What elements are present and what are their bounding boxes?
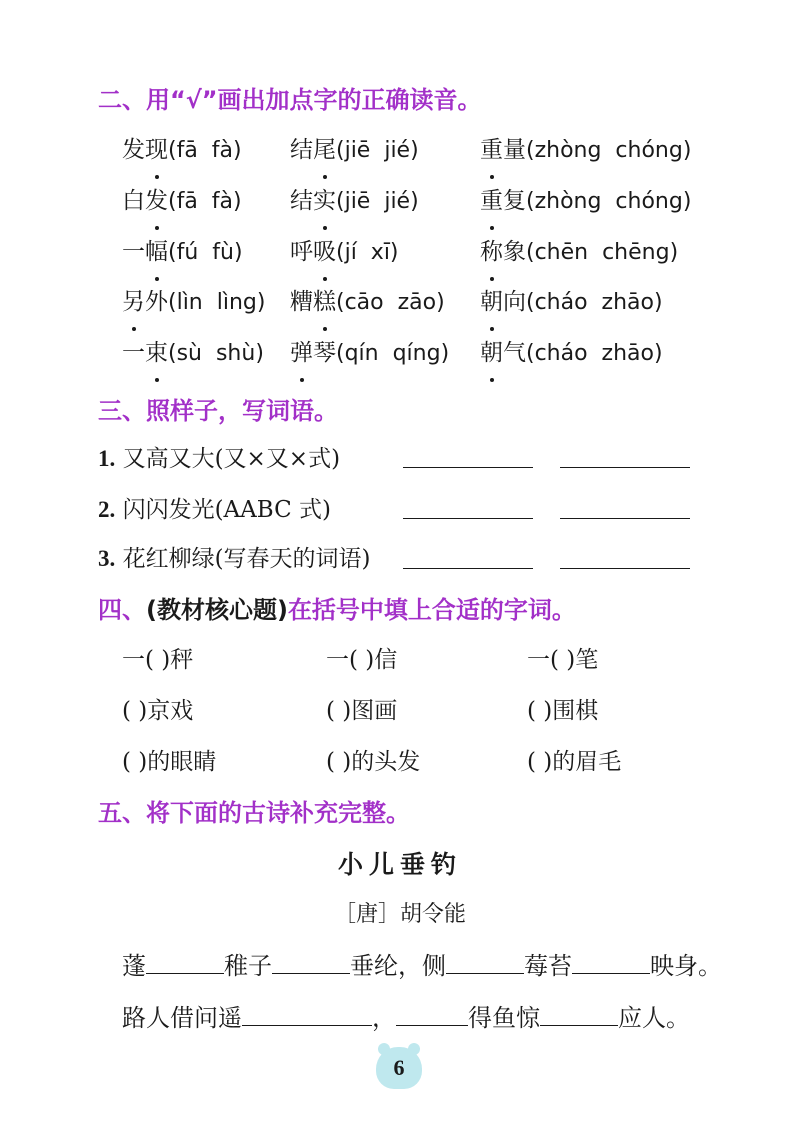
heading-prefix: 四、	[98, 596, 146, 624]
poem-title: 小儿垂钓	[337, 850, 462, 879]
emphasis-dot	[490, 327, 494, 331]
pinyin-options[interactable]: (fā fà)	[168, 189, 242, 214]
pinyin-item	[122, 236, 243, 269]
fill-item: 一( )笔	[527, 647, 599, 673]
word-item-2	[98, 491, 331, 524]
pinyin-word: 结实	[290, 188, 336, 214]
heading-tag: (教材核心题)	[146, 596, 288, 624]
emphasis-dot	[155, 277, 159, 281]
emphasis-dot	[155, 378, 159, 382]
item-text: 花红柳绿(写春天的词语)	[122, 546, 371, 572]
pinyin-word: 朝气	[480, 340, 526, 366]
poem-segment: 莓苔	[524, 952, 572, 980]
fill-item: ( )的眉毛	[527, 749, 622, 775]
emphasis-dot	[300, 378, 304, 382]
item-number: 2.	[98, 497, 116, 522]
emphasis-dot	[155, 175, 159, 179]
item-text: 闪闪发光(AABC 式)	[122, 497, 331, 523]
poem-blank[interactable]	[446, 951, 524, 974]
pinyin-options[interactable]: (fú fù)	[168, 240, 243, 265]
pinyin-item	[480, 236, 678, 269]
emphasis-dot	[490, 378, 494, 382]
pinyin-options[interactable]: (cháo zhāo)	[526, 341, 663, 366]
pinyin-options[interactable]: (zhòng chóng)	[526, 189, 692, 214]
pinyin-item	[290, 185, 419, 218]
pinyin-word: 一幅	[122, 239, 168, 265]
answer-blank[interactable]	[560, 467, 690, 468]
pinyin-item	[290, 337, 449, 370]
section-5-heading: 五、将下面的古诗补充完整。	[98, 799, 410, 827]
emphasis-dot	[323, 327, 327, 331]
poem-blank[interactable]	[146, 951, 224, 974]
poem-blank[interactable]	[242, 1003, 372, 1026]
section-3-heading: 三、照样子，写词语。	[98, 397, 338, 425]
pinyin-options[interactable]: (qín qíng)	[336, 341, 450, 366]
answer-blank[interactable]	[403, 518, 533, 519]
section-2-heading: 二、用“√”画出加点字的正确读音。	[98, 86, 482, 114]
heading-text: 在括号中填上合适的字词。	[287, 596, 576, 624]
poem-line-1	[122, 946, 722, 981]
pinyin-word: 弹琴	[290, 340, 336, 366]
page-number: 6	[393, 1055, 405, 1080]
fill-item: 一( )信	[326, 647, 398, 673]
answer-blank[interactable]	[403, 467, 533, 468]
pinyin-item	[290, 286, 445, 319]
emphasis-dot	[490, 175, 494, 179]
pinyin-item	[290, 236, 399, 269]
answer-blank[interactable]	[560, 518, 690, 519]
pinyin-word: 糟糕	[290, 289, 336, 315]
pinyin-item	[122, 134, 242, 167]
pinyin-options[interactable]: (fā fà)	[168, 138, 242, 163]
pinyin-item	[122, 286, 265, 319]
pinyin-options[interactable]: (cāo zāo)	[336, 290, 445, 315]
pinyin-word: 白发	[122, 188, 168, 214]
pinyin-item	[122, 337, 264, 370]
item-number: 1.	[98, 446, 116, 471]
emphasis-dot	[490, 277, 494, 281]
emphasis-dot	[155, 226, 159, 230]
pinyin-item	[480, 337, 663, 370]
item-text: 又高又大(又×又×式)	[122, 446, 341, 472]
page-number-badge	[376, 1047, 422, 1089]
pinyin-word: 一束	[122, 340, 168, 366]
poem-blank[interactable]	[272, 951, 350, 974]
pinyin-word: 另外	[122, 289, 168, 315]
poem-segment: 映身。	[650, 952, 722, 980]
pinyin-options[interactable]: (jiē jié)	[336, 189, 419, 214]
pinyin-item	[290, 134, 419, 167]
poem-segment: ，	[372, 1004, 396, 1032]
pinyin-options[interactable]: (jiē jié)	[336, 138, 419, 163]
pinyin-options[interactable]: (jí xī)	[336, 240, 399, 265]
pinyin-options[interactable]: (chēn chēng)	[526, 240, 679, 265]
pinyin-word: 结尾	[290, 137, 336, 163]
poem-segment: 得鱼惊	[468, 1004, 540, 1032]
emphasis-dot	[132, 327, 136, 331]
emphasis-dot	[323, 226, 327, 230]
pinyin-word: 重复	[480, 188, 526, 214]
fill-item: ( )图画	[326, 698, 398, 724]
word-item-1	[98, 440, 340, 473]
poem-line-2	[122, 998, 690, 1033]
poem-segment: 蓬	[122, 952, 146, 980]
poem-blank[interactable]	[396, 1003, 468, 1026]
emphasis-dot	[490, 226, 494, 230]
emphasis-dot	[323, 175, 327, 179]
fill-item: ( )的眼睛	[122, 749, 217, 775]
badge-ear-right	[408, 1043, 420, 1055]
answer-blank[interactable]	[560, 568, 690, 569]
pinyin-options[interactable]: (sù shù)	[168, 341, 264, 366]
section-4-heading	[98, 590, 576, 625]
pinyin-item	[122, 185, 242, 218]
fill-item: 一( )秤	[122, 647, 194, 673]
poem-segment: 路人借问遥	[122, 1004, 242, 1032]
answer-blank[interactable]	[403, 568, 533, 569]
pinyin-item	[480, 185, 691, 218]
pinyin-item	[480, 286, 663, 319]
pinyin-options[interactable]: (zhòng chóng)	[526, 138, 692, 163]
emphasis-dot	[323, 277, 327, 281]
fill-item: ( )围棋	[527, 698, 599, 724]
pinyin-word: 称象	[480, 239, 526, 265]
poem-blank[interactable]	[572, 951, 650, 974]
pinyin-word: 发现	[122, 137, 168, 163]
fill-item: ( )的头发	[326, 749, 421, 775]
word-item-3	[98, 540, 371, 573]
poem-segment: 垂纶，侧	[350, 952, 446, 980]
pinyin-word: 重量	[480, 137, 526, 163]
poem-blank[interactable]	[540, 1003, 618, 1026]
poem-segment: 稚子	[224, 952, 272, 980]
poem-author: ［唐］胡令能	[333, 902, 466, 927]
poem-segment: 应人。	[618, 1004, 690, 1032]
pinyin-word: 朝向	[480, 289, 526, 315]
pinyin-options[interactable]: (cháo zhāo)	[526, 290, 663, 315]
badge-ear-left	[378, 1043, 390, 1055]
pinyin-word: 呼吸	[290, 239, 336, 265]
fill-item: ( )京戏	[122, 698, 194, 724]
pinyin-item	[480, 134, 691, 167]
pinyin-options[interactable]: (lìn lìng)	[168, 290, 266, 315]
item-number: 3.	[98, 546, 116, 571]
